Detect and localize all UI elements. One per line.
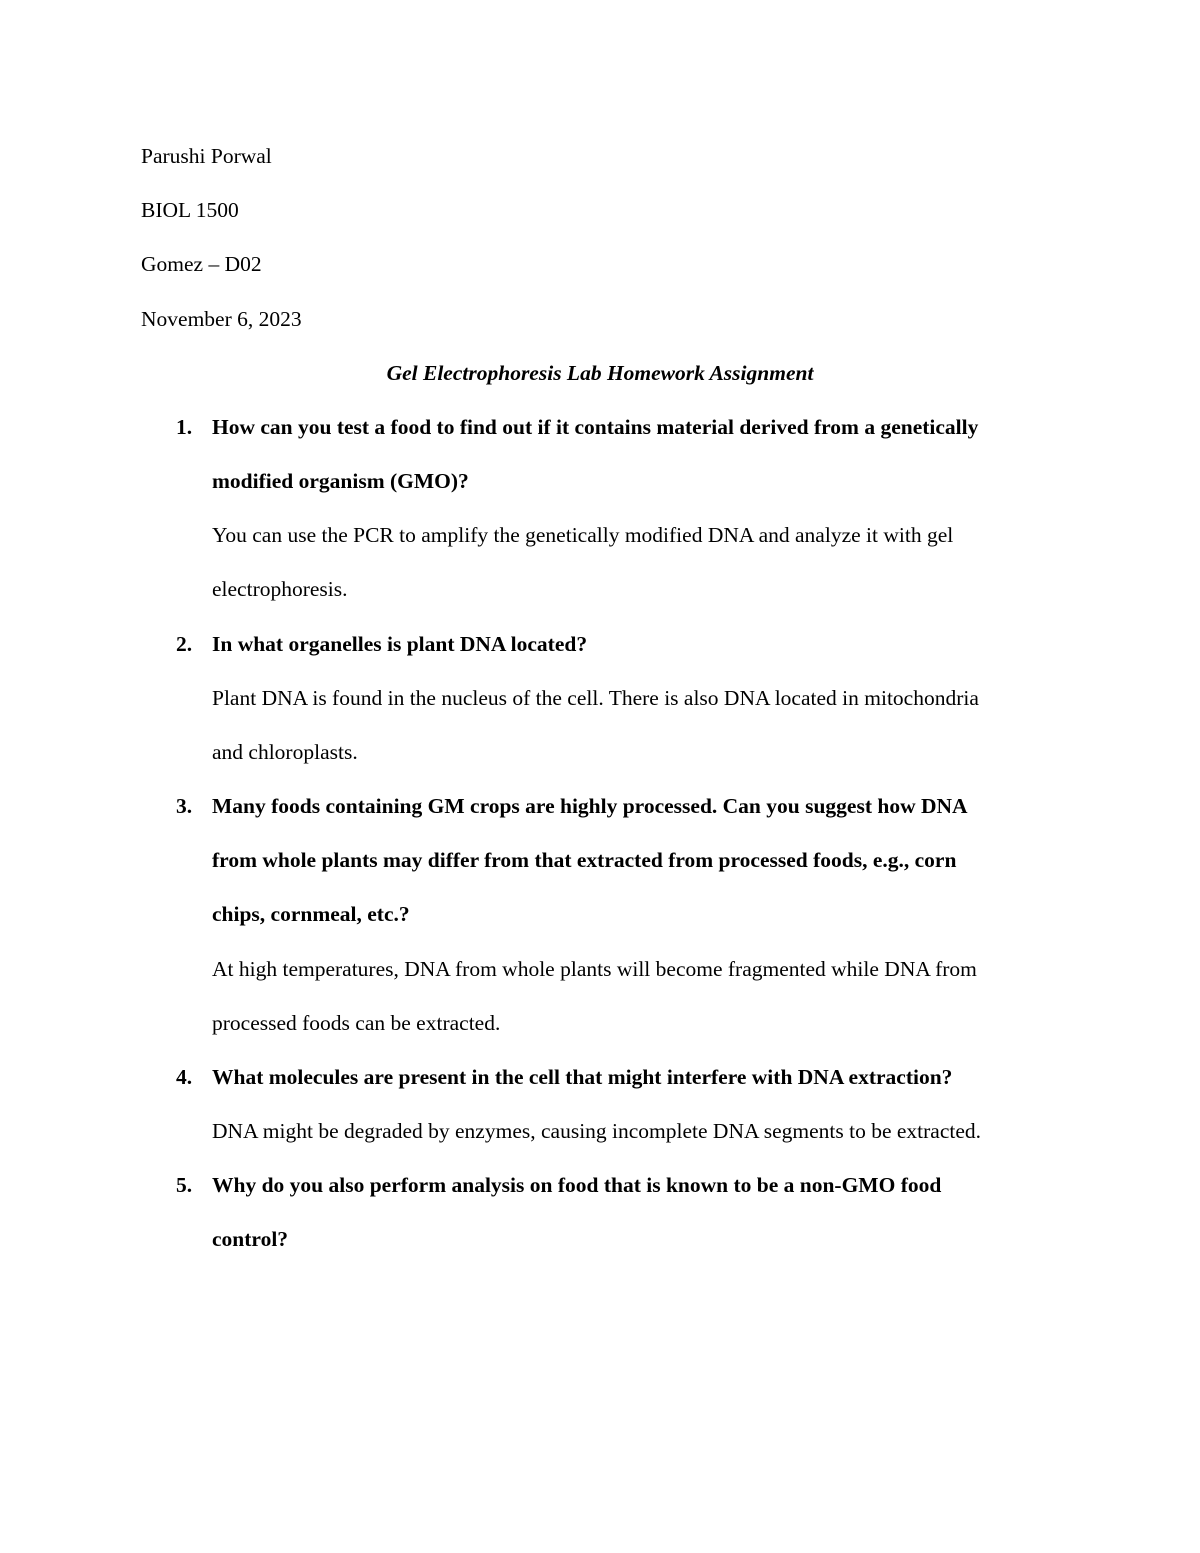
course-code: BIOL 1500 <box>141 198 239 222</box>
question-text: from whole plants may differ from that extracted from processed foods, e.g., corn <box>212 848 957 872</box>
answer-text: and chloroplasts. <box>212 740 358 764</box>
question-text: Many foods containing GM crops are highly processed. Can you suggest how DNA <box>212 794 968 818</box>
question-text: modified organism (GMO)? <box>212 469 469 493</box>
assignment-date: November 6, 2023 <box>141 307 302 331</box>
answer-text: You can use the PCR to amplify the genetically modified DNA and analyze it with gel <box>212 523 954 547</box>
instructor-section: Gomez – D02 <box>141 252 262 276</box>
answer-text: processed foods can be extracted. <box>212 1011 501 1035</box>
answer-text: Plant DNA is found in the nucleus of the cell. There is also DNA located in mitochondria <box>212 686 979 710</box>
question-text: What molecules are present in the cell that might interfere with DNA extraction? <box>212 1065 953 1089</box>
question-number: 3. <box>176 794 193 818</box>
question-text: chips, cornmeal, etc.? <box>212 902 410 926</box>
question-number: 1. <box>176 415 193 439</box>
answer-text: electrophoresis. <box>212 577 348 601</box>
document-title: Gel Electrophoresis Lab Homework Assignment <box>386 361 814 385</box>
question-text: In what organelles is plant DNA located? <box>212 632 588 656</box>
answer-text: At high temperatures, DNA from whole plants will become fragmented while DNA from <box>212 957 977 981</box>
student-name: Parushi Porwal <box>141 144 272 168</box>
question-number: 2. <box>176 632 193 656</box>
question-number: 5. <box>176 1173 193 1197</box>
question-text: control? <box>212 1227 289 1251</box>
question-number: 4. <box>176 1065 193 1089</box>
question-text: How can you test a food to find out if it contains material derived from a genetically <box>212 415 979 439</box>
answer-text: DNA might be degraded by enzymes, causing incomplete DNA segments to be extracted. <box>212 1119 982 1143</box>
question-text: Why do you also perform analysis on food that is known to be a non-GMO food <box>212 1173 942 1197</box>
